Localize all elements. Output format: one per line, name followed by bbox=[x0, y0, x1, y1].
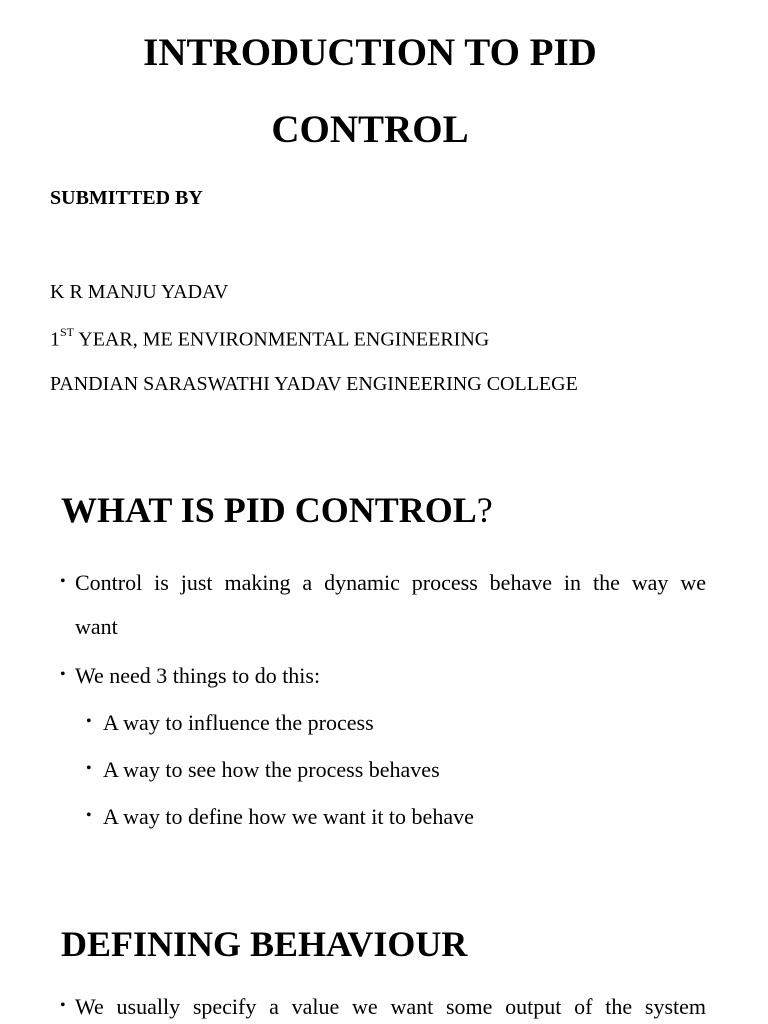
document-title-line-1: INTRODUCTION TO PID bbox=[143, 31, 597, 74]
bullet-text: Control is just making a dynamic process behave in the way we bbox=[75, 570, 706, 595]
bullet-text: We need 3 things to do this: bbox=[75, 663, 321, 688]
sub-bullet-text: A way to influence the process bbox=[103, 710, 374, 735]
section-heading-question-mark: ? bbox=[476, 490, 493, 530]
bullet-text: We usually specify a value we want some output of the system bbox=[75, 994, 706, 1019]
section-heading-text: WHAT IS PID CONTROL bbox=[61, 490, 477, 530]
submitted-by-label: SUBMITTED BY bbox=[50, 187, 203, 209]
bullet-icon: • bbox=[86, 807, 92, 824]
author-year-number: 1 bbox=[50, 328, 60, 351]
sub-bullet-text: A way to define how we want it to behave bbox=[103, 804, 474, 829]
bullet-icon: • bbox=[86, 760, 92, 777]
bullet-icon: • bbox=[60, 997, 66, 1014]
sub-bullet-text: A way to see how the process behaves bbox=[103, 757, 440, 782]
author-year-program: YEAR, ME ENVIRONMENTAL ENGINEERING bbox=[74, 328, 490, 351]
document-title-line-2: CONTROL bbox=[271, 108, 469, 151]
section-heading-what-is-pid bbox=[61, 492, 493, 528]
author-year bbox=[50, 327, 489, 352]
bullet-icon: • bbox=[60, 573, 66, 590]
author-name: K R MANJU YADAV bbox=[50, 281, 229, 303]
author-year-ordinal: ST bbox=[60, 325, 75, 339]
bullet-icon: • bbox=[86, 713, 92, 730]
section-heading-defining-behaviour: DEFINING BEHAVIOUR bbox=[61, 924, 468, 964]
bullet-icon: • bbox=[60, 666, 66, 683]
author-college: PANDIAN SARASWATHI YADAV ENGINEERING COLLEGE bbox=[50, 373, 578, 395]
bullet-text-continuation: want bbox=[75, 614, 118, 639]
